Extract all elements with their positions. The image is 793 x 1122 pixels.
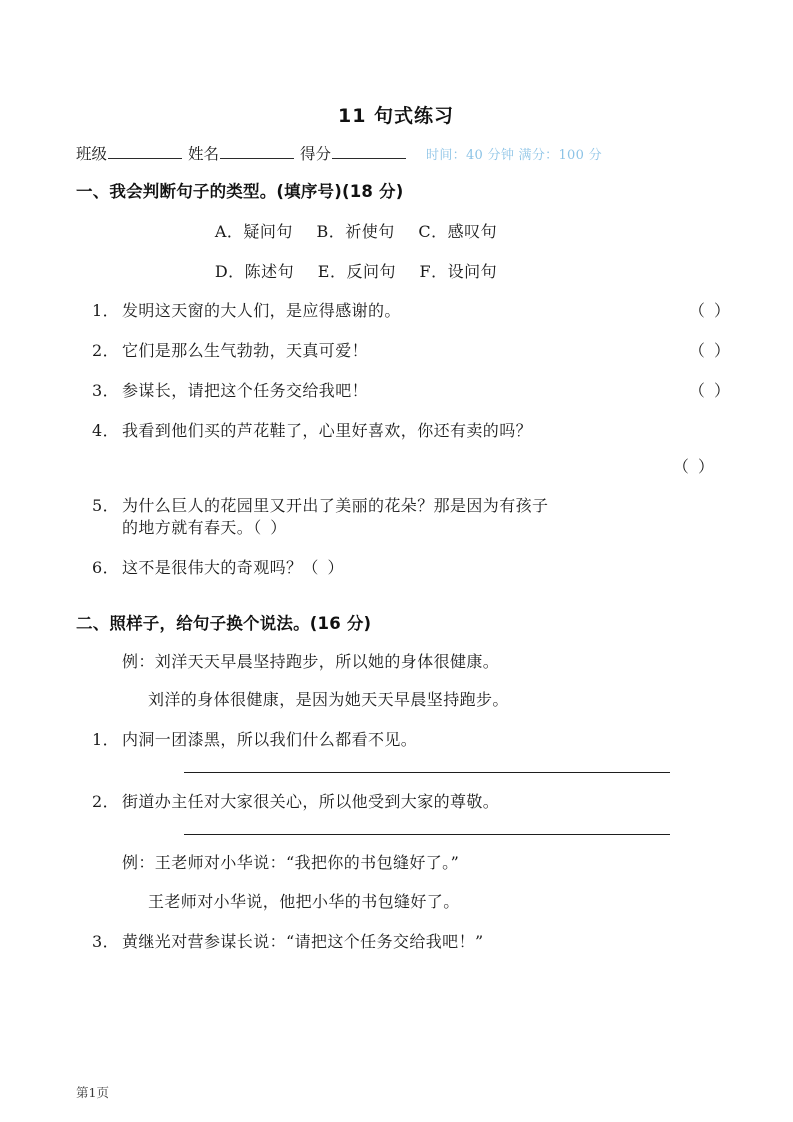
- answer-parenthesis[interactable]: （ ）: [688, 341, 732, 361]
- name-field: [188, 142, 294, 164]
- question-text: 这不是很伟大的奇观吗？: [122, 558, 303, 578]
- name-blank-input[interactable]: [220, 143, 294, 159]
- question-item: [76, 791, 716, 813]
- answer-parenthesis[interactable]: （ ）: [253, 518, 289, 538]
- question-number: 2．: [92, 792, 119, 812]
- example-one-answer: 刘洋的身体很健康，是因为她天天早晨坚持跑步。: [148, 689, 509, 709]
- question-text: 参谋长，请把这个任务交给我吧！: [122, 381, 369, 401]
- question-number: 4．: [92, 421, 119, 441]
- question-text: 内洞一团漆黑，所以我们什么都看不见。: [122, 730, 418, 750]
- example-two-answer: 王老师对小华说，他把小华的书包缝好了。: [148, 891, 460, 911]
- score-field: [300, 142, 406, 164]
- answer-parenthesis[interactable]: （ ）: [688, 301, 732, 320]
- name-label: 姓名: [188, 145, 220, 163]
- score-blank-input[interactable]: [332, 143, 406, 159]
- question-number: 2．: [92, 341, 119, 361]
- page-title: 11 句式练习: [337, 105, 455, 127]
- question-number: 6．: [92, 558, 119, 578]
- option-d: D．陈述句: [214, 262, 295, 281]
- answer-parenthesis[interactable]: （ ）: [672, 457, 716, 477]
- question-item: [76, 300, 732, 322]
- question-item: [76, 380, 732, 402]
- answer-parenthesis[interactable]: （ ）: [302, 558, 346, 578]
- question-text: 街道办主任对大家很关心，所以他受到大家的尊敬。: [122, 792, 500, 812]
- option-b: B．祈使句: [316, 222, 395, 241]
- class-field: [76, 142, 182, 164]
- question-number: 3．: [92, 932, 119, 952]
- question-item: [76, 420, 716, 442]
- exam-meta-text: 时间：40 分钟 满分：100 分: [426, 148, 602, 163]
- question-text-line1: 为什么巨人的花园里又开出了美丽的花朵？那是因为有孩子: [122, 496, 549, 516]
- option-a: A．疑问句: [214, 222, 293, 241]
- question-text: 我看到他们买的芦花鞋了，心里好喜欢，你还有卖的吗？: [122, 421, 533, 441]
- answer-parenthesis[interactable]: （ ）: [688, 381, 732, 401]
- question-number: 5．: [92, 496, 119, 516]
- question-text-line2: 的地方就有春天。: [122, 518, 254, 538]
- question-item: [76, 495, 716, 539]
- question-number: 3．: [92, 381, 119, 401]
- options-row-1: [76, 219, 716, 242]
- answer-write-line[interactable]: [184, 772, 670, 773]
- question-item: [76, 931, 716, 953]
- score-label: 得分: [300, 145, 332, 163]
- option-e: E．反问句: [317, 262, 396, 281]
- class-blank-input[interactable]: [108, 143, 182, 159]
- class-label: 班级: [76, 145, 108, 163]
- page-footer: 第1页: [76, 1085, 109, 1100]
- section-two-heading: 二、照样子，给句子换个说法。(16 分): [76, 613, 372, 633]
- options-row-2: [76, 259, 716, 282]
- question-text: 黄继光对营参谋长说：“请把这个任务交给我吧！”: [122, 932, 484, 952]
- example-two-prompt: 例：王老师对小华说：“我把你的书包缝好了。”: [122, 853, 460, 873]
- option-f: F．设问句: [419, 262, 498, 281]
- question-text: 发明这天窗的大人们，是应得感谢的。: [122, 301, 401, 320]
- question-item: [76, 340, 732, 362]
- question-item: [76, 729, 716, 751]
- option-c: C．感叹句: [418, 222, 498, 241]
- student-info-row: [76, 142, 716, 164]
- answer-write-line[interactable]: [184, 834, 670, 835]
- page-content: [76, 0, 732, 953]
- example-one-prompt: 例：刘洋天天早晨坚持跑步，所以她的身体很健康。: [122, 651, 500, 671]
- question-number: 1．: [92, 301, 119, 320]
- question-number: 1．: [92, 730, 119, 750]
- question-item: [76, 557, 716, 579]
- section-one-heading: 一、我会判断句子的类型。(填序号)(18 分): [76, 182, 404, 201]
- question-text-line2-wrap: [122, 517, 716, 539]
- question-text: 它们是那么生气勃勃，天真可爱！: [122, 341, 369, 361]
